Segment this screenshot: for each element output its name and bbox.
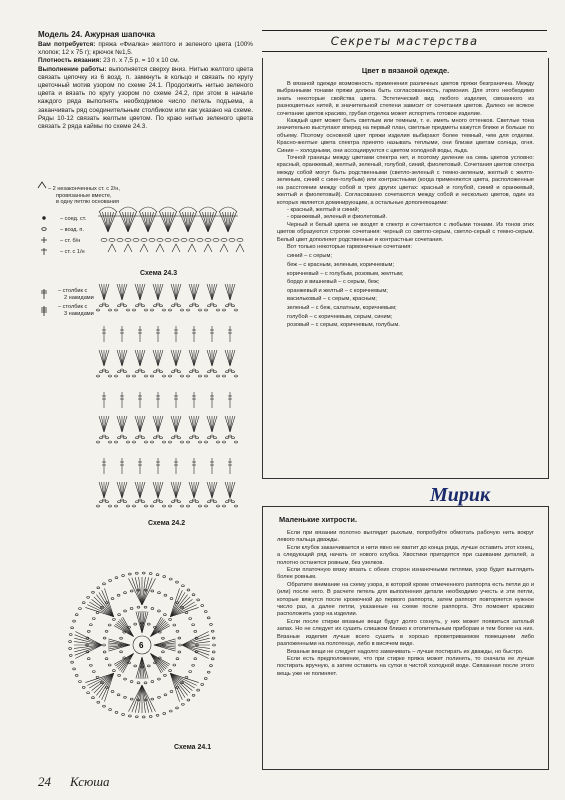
magazine-name: Ксюша <box>70 774 110 789</box>
combo-item: васильковый – с серым, красным; <box>287 296 377 303</box>
section1-paragraph: Черный и белый цвета не входят в спектр и сочетаются с любыми тонами. Из тонов этих цветов образуются строгие сочетания: черный со светло-серым, светло-серый с темно-серым. Белый цвет дополняет родственные и контрастные сочетания. <box>277 221 534 243</box>
list-item: - красный, желтый и синий; <box>287 206 360 213</box>
section2-paragraph: Вязаные вещи не следует надолго замачивать – лучше постирать их дважды, но быстро. <box>287 648 524 655</box>
section2-paragraph: Если при вязании полотно выглядит рыхлым, попробуйте обмотать рабочую нить вокруг левого пальца дважды. <box>277 530 534 544</box>
materials: Вам потребуется: пряжа «Фиалка» желтого и зеленого цвета (100% хлопок; 12 x 75 г); крючок №1,5. <box>38 41 253 57</box>
combo-item: беж – с красным, зеленым, коричневым; <box>287 261 395 268</box>
combo-item: бордо и вишневый – с серым, беж; <box>287 279 380 286</box>
section2-title: Маленькие хитрости. <box>279 515 358 524</box>
section1-title: Цвет в вязаной одежде. <box>361 66 450 75</box>
work-description: Выполнение работы: выполняется сверху вниз. Нитью желтого цвета связать цепочку из 6 возд. п. замкнуть в кольцо и связать по кругу цветочный мотив узором по схеме 24.1. Продолжить нитью зеленого цвета и вязать по кругу узором по схеме 24.2, при этом в начале каждого ряда выполнять необходимое число петель подъема, а заканчивать ряд соединительным столбиком или как указано на схеме. Ряды 10-12 связать желтым цветом. По краю нитью зеленого цвета связать 2 ряда каймы по схеме 24.3. <box>38 65 253 131</box>
mirik-logo: Мирик <box>430 484 491 506</box>
combo-item: розовый – с серым, коричневым, голубым. <box>287 322 400 329</box>
scheme-24-2-label: Схема 24.2 <box>148 520 186 527</box>
legend-top: – 2 незаконченных ст. с 2/н, провязанные вместе, в одну петлю основания <box>48 186 120 206</box>
tricks-article <box>262 506 549 770</box>
combo-item: синий – с серым; <box>287 253 333 260</box>
section1-paragraph: В вязаной одежде возможность применения различных цветов пряжи безгранична. Между выбранными тонами пряжи должна быть согласованность, гармония. Для этого необходимо знать некоторые свойства цвета. Эстетический вид любого изделия, связанного из разноцветных нитей, в значительной степени зависит от сочетания цветов. Далеко не всякое сочетание цветов красиво, грубая отделка может испортить готовое изделие. <box>277 81 534 117</box>
list-item: - оранжевый, зеленый и фиолетовый. <box>287 214 388 221</box>
section2-paragraph: Если есть предположение, что при стирке пряжа может полинять, то сначала ее лучше постирать вручную, а затем оставить на сутки в чистой холодной воде. Связанная после этого вещь уже не полиняет. <box>277 655 534 677</box>
section2-paragraph: Если клубок заканчивается и нити явно не хватит до конца ряда, лучше оставить этот конец, а следующий ряд начать от нового клубка. Хвостики пригодятся при сшивании деталей, а полотно останется ровным, без узелков. <box>277 544 534 566</box>
scheme-24-1-label: Схема 24.1 <box>174 744 212 751</box>
combo-item: голубой – с коричневым, серым, синим; <box>287 313 393 320</box>
legend-mid: – соед. ст. – возд. п. – ст. б/н – ст. с 1/н <box>60 216 87 255</box>
section1-paragraph: Вот только некоторые гармоничные сочетания: <box>287 243 412 250</box>
section2-paragraph: Если платочную вязку вязать с обеих сторон изнаночными петлями, узор будет выглядеть более ровным. <box>277 567 534 581</box>
combos-list <box>263 252 548 329</box>
page-number: 24 <box>38 774 51 789</box>
model-title: Модель 24. Ажурная шапочка <box>38 30 156 39</box>
section1-paragraph: Каждый цвет может быть светлым или темным, т. е. иметь много оттенков. Светлые тона значительно выступают вперед на первый план, светлые предметы кажутся ближе и больше по объему. Поэтому основной цвет пряжи изделия выбирают более темный, чем для отделки. Красно-желтые цвета спектра принято называть теплыми, они близки цветам солнца, огня. Синие – холодными, они ассоциируются с цветом холодной воды, льда. <box>277 118 534 154</box>
section2-paragraph: Обратите внимание на схему узора, в которой кроме отмеченного раппорта есть петли до и (или) после него. В расчете петель для выполнения детали необходимо учесть и эти петли, которые вяжутся после кромочной до первого раппорта, затем раппорт повторяется нужное число раз, а далее петли, указанные на схеме после раппорта. Это поможет красиво расположить узор на изделии. <box>277 581 534 618</box>
density: Плотность вязания: 23 п. x 7,5 р. = 10 x 10 см. <box>38 57 180 65</box>
banner-title: Секреты мастерства <box>330 34 479 48</box>
combo-item: коричневый – с голубым, розовым, желтым; <box>287 270 404 277</box>
secrets-banner <box>262 30 547 52</box>
section2-paragraph: Если после стирки вязаные вещи будут долго сохнуть, у них может появиться затхлый запах. Но не следует их сушить слишком близко к отопительным приборам и тем более на них. Вязаные изделия лучше всего сушить в хорошо проветриваемом помещении либо разложенными на полотенце, либо в висячем виде. <box>277 618 534 648</box>
legend-bottom: – столбик с 2 накидами – столбик с 3 накидами <box>58 288 94 317</box>
scheme-24-3-label: Схема 24.3 <box>140 270 178 277</box>
combo-item: зеленый – с беж, салатным, коричневым; <box>287 304 397 311</box>
combo-item: оранжевый и желтый – с коричневым; <box>287 287 388 294</box>
flower-center-number: 6 <box>139 641 144 650</box>
color-article <box>262 58 549 479</box>
section1-paragraph: Точной границы между цветами спектра нет, и поэтому деление на семь цветов условно: красный, оранжевый, желтый, зеленый, голубой, синий, фиолетовый. Сочетания цветов спектра между собой могут быть родственными (светло-зеленый с темно-зеленым, желтый с желто-зеленым, синий с сине-голубым) или контрастными (когда применяются цвета, расположенные на расстоянии между собой в трех других цветах: красный и голубой, синий и оранжевый, желтый и фиолетовый). Согласованно сочетаются между собой и несколько цветов, один из которых является доминирующим, а остальные дополняющими: <box>277 155 534 206</box>
